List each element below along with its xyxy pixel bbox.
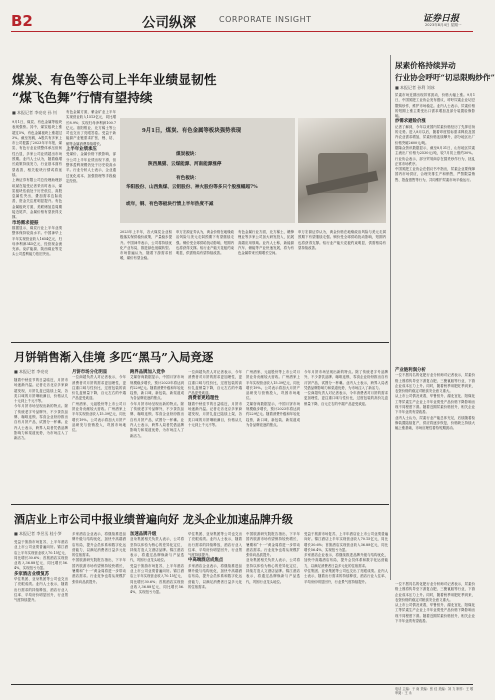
hotel-p3c: 多家酒店企业表示，将继续推进品牌升级与结构优化，加快中高端酒店布局，提升会员体系和数字化运营能力，以满足消费者日益多元化的住宿需求。 — [304, 553, 388, 568]
right-p6: 从上市公司情况来看，华鲁恒升、湖北宜化、阳煤化工等尿素生产企业上半年业绩受产品价格下降影响出现不同程度下滑。随着近期尿素价格回升，相关企业下半年业绩有望改善。 — [395, 394, 475, 415]
hotel-p5: 亚朵集团相关负责人表示，公司将坚持以体验为核心的差异化定位，持续打造人文酒店品牌。锦江酒店表示，将通过品牌焕新与产品迭代，巩固行业龙头地位。 — [130, 537, 184, 563]
lead-col6-text: 申万宏源证券认为，黄金价格在地缘政治风险与美元走弱预期下有望继续走强。铜价受全球供给扰动影响，短期内也将获得支撑。铝行业产能天花板约束明显，供需格局有望持续改善。 — [298, 230, 386, 250]
hotel-col-2 — [72, 532, 126, 680]
hotel-p1b: 受益于旅游市场复苏，上半年酒店业上市公司业绩普遍向好。锦江酒店上半年实现营业收入70.15亿元，同比增长30.6%；首旅酒店实现营业收入36.88亿元，同比增长56.4%，实现扭亏为盈。 — [130, 563, 184, 595]
page-number: B2 — [11, 12, 33, 30]
hotel-p3b: 多家酒店企业表示，将继续推进品牌升级与结构优化，加快中高端酒店布局，提升会员体系和数字化运营能力，以满足消费者日益多元化的住宿需求。 — [188, 563, 242, 589]
mooncake-p5: 艾媒咨询数据显示，中国月饼市场规模稳步增长，预计2023年将达到约229亿元。随着消费升级和年轻化趋势，新口味、新包装、新渠道成为各品牌竞逐的焦点。 — [130, 375, 184, 401]
right-body-3 — [395, 582, 475, 680]
hotel-col-1 — [14, 540, 68, 680]
mooncake-sub-2: 跨界品牌加入竞争 — [130, 370, 166, 375]
right-headline-1: 尿素价格持续异动 — [395, 61, 456, 70]
mooncake-p3: 一位商超负责人对记者表示，今年消费者对月饼的需求更加理性，更注重口味与性价比，过度包装的高价礼盒销量下降，百元左右的中端产品更受欢迎。 — [72, 375, 126, 401]
hotel-col-4 — [188, 532, 242, 680]
mooncake-sub-3: 消费者更趋理性 — [188, 396, 219, 402]
metal-stocks: 华阳股份、山西焦煤、云铝股份、神火股份等多只个股涨幅超7% — [126, 185, 258, 190]
section-divider-1 — [11, 342, 389, 343]
right-sub-1: 炒需求避险价涨 — [395, 119, 426, 125]
right-body-2 — [395, 368, 475, 580]
lead-sub-1: 市场需求提振 — [12, 220, 39, 226]
section-title-en: CORPORATE INSIGHT — [219, 15, 312, 24]
mooncake-byline: ■ 本报记者 李亮亮 — [14, 369, 49, 374]
lead-headline-1: 煤炭、有色等公司上半年业绩显韧性 — [12, 72, 217, 87]
mooncake-p1: 随着中秋佳节的日益临近，月饼市场逐渐升温。记者走访北京多家商超发现，月饼礼盒已陆续上架，各类口味的月饼琳琅满目，价格从几十元到上千元不等。 — [14, 378, 68, 404]
column-divider — [390, 55, 391, 580]
paper-logo: 证券日报 — [423, 14, 460, 24]
lead-col3-text: 2023年上半年，各大煤炭企业积极落实保供稳价政策，产量稳步提升。中国神华表示，公司将持续优化产业布局，推进绿色低碳转型。市场普遍认为，随着下游需求回暖，煤价有望企稳。 — [120, 230, 172, 261]
hotel-p1: 受益于旅游市场复苏，上半年酒店业上市公司业绩普遍向好。锦江酒店上半年实现营业收入70.15亿元，同比增长30.6%；首旅酒店实现营业收入36.88亿元，同比增长56.4%，实现扭亏为盈。 — [14, 540, 68, 571]
mooncake-headline: 月饼销售渐入佳境 多匹“黑马”入局竞逐 — [14, 350, 214, 364]
hotel-p4b: 中国旅游研究院报告指出，下半年国内旅游市场有望保持较快增长，暑期和“十一”黄金周将进一步带动酒店需求。行业竞争也将从规模扩张转向品质提升。 — [246, 532, 300, 558]
right-p7: 业内人士认为，尿素行业产能总体充足，后续随着检修装置陆续复产，供应将逐步恢复，价格缺乏持续大幅上涨基础，市场应理性看待短期波动。 — [395, 415, 475, 431]
hotel-col-6 — [304, 532, 388, 680]
mooncake-sub-1: 月饼市场分化明显 — [72, 370, 108, 375]
lead-col4-text: 申万宏源证券认为，黄金价格在地缘政治风险与美元走弱预期下有望继续走强。铜价受全球供给扰动影响，短期内也将获得支撑。铝行业产能天花板约束明显，供需格局有望持续改善。 — [176, 230, 234, 256]
mooncake-p2b: 今年月饼市场呈现出新的特点。除了传统老字号品牌外，不少茶饮品牌、咖啡连锁、零食企业纷纷推出自有月饼产品，试图分一杯羹。业内人士表示，跨界入局者凭借品牌影响力和渠道优势，为市场注入了新活力。 — [130, 401, 184, 438]
right-p4: 中国氮肥工业协会在倡议书中指出，尿素企业要保障国内市场供应，合理安排生产和销售，严禁限量销售、捂盘惜售等行为，共同维护尿素市场平稳运行。 — [395, 167, 475, 182]
lead-byline: ■ 本报记者 李亮亮 孙 钊 — [12, 110, 57, 115]
lead-col-6 — [298, 230, 386, 325]
mooncake-col-5 — [246, 370, 300, 498]
right-p5b: 一位不愿具名的化肥行业分析师对记者表示，尿素价格上涨将传导至下游复合肥、三聚氰胺等行业，下游企业成本压力上升。同时，随着秋季用肥旺季到来，农资价格的稳定对粮食安全意义重大。 — [395, 582, 475, 602]
lead-col1-text: 9月1日，煤炭、有色金属等板块表现强势。其中，煤炭板块上涨超过5%，有色金属板块上涨超过3%。截至发稿，A股共有多家上市公司披露了2023年半年报，煤炭、有色行业业绩整体承压但韧性凸显，多家公司业绩超出市场预期。业内人士认为，随着稳增长政策持续发力，行业基本面有望改善，相关板块行情或将延续。 — [12, 120, 62, 177]
lead-sub-2: 上半年业绩承压 — [66, 147, 97, 153]
mooncake-col-1 — [14, 378, 68, 498]
coal-stocks: 陕西黑猫、云煤能源、河南能源涨停 — [148, 162, 222, 167]
hotel-p3: 多家酒店企业表示，将继续推进品牌升级与结构优化，加快中高端酒店布局，提升会员体系和数字化运营能力，以满足消费者日益多元化的住宿需求。 — [72, 532, 126, 558]
mooncake-p5b: 艾媒咨询数据显示，中国月饼市场规模稳步增长，预计2023年将达到约229亿元。随着消费升级和年轻化趋势，新口味、新包装、新渠道成为各品牌竞逐的焦点。 — [246, 401, 300, 427]
hotel-sub-2: 加速品牌升级 — [130, 532, 157, 537]
section-divider-2 — [11, 504, 389, 505]
lead-headline-2: “煤飞色舞”行情有望持续 — [12, 90, 153, 105]
lead-photo — [298, 118, 386, 223]
hotel-p4: 中国旅游研究院报告指出，下半年国内旅游市场有望保持较快增长，暑期和“十一”黄金周将进一步带动酒店需求。行业竞争也将从规模扩张转向品质提升。 — [72, 558, 126, 584]
mooncake-p2: 今年月饼市场呈现出新的特点。除了传统老字号品牌外，不少茶饮品牌、咖啡连锁、零食企业纷纷推出自有月饼产品，试图分一杯羹。业内人士表示，跨界入局者凭借品牌影响力和渠道优势，为市场注入了新活力。 — [14, 404, 68, 441]
mooncake-col-6 — [304, 370, 388, 498]
lead-col-2 — [66, 110, 116, 325]
right-p3: 据隆众资讯数据显示，截至8月31日，山东地区尿素主流出厂价格为2530元/吨，较7月初上涨约30%。行业协会表示，部分贸易商存在囤货炒作行为，扰乱正常市场秩序。 — [395, 145, 475, 166]
lead-col-3 — [120, 230, 172, 325]
metal-label: 有色板块： — [176, 176, 199, 181]
lead-col-1 — [12, 120, 62, 325]
hotel-p2c: 华住集团、亚朵集团等公司也交出了亮眼成绩。业内人士表示，随着出行需求的持续释放，酒店行业入住率、平均房价明显回升，行业景气度持续提升。 — [304, 569, 388, 584]
lead-col5-text: 有色金属行业方面，北方稀土、赣锋锂业等多家公司加大研发投入，拓展高端应用领域。业内人士称，新能源汽车、储能等产业快速发展，将为有色金属带来长期增长空间。 — [238, 230, 294, 256]
hotel-headline: 酒店业上市公司中报业绩普遍向好 龙头企业加速品牌升级 — [14, 513, 293, 526]
lead-col1c-text: 数据显示，煤炭行业上半年业绩整体保持较高水平。中国神华上半年实现营业收入1654亿元，归母净利润345亿元，经营现金流充沛。兖矿能源、陕西煤业等龙头公司盈利能力依旧突出。 — [12, 225, 62, 257]
right-sub-2: 产业链利润分析 — [395, 368, 426, 373]
right-p2: 记者了解到，今年以来国内尿素价格经历了先抑后扬的走势。进入8月以后，随着印度招标需求释放及国内农业需求增加，尿素价格连续攀升，部分地区出厂价格突破2600元/吨。 — [395, 124, 475, 145]
hotel-p5b: 亚朵集团相关负责人表示，公司将坚持以体验为核心的差异化定位，持续打造人文酒店品牌。锦江酒店表示，将通过品牌焕新与产品迭代，巩固行业龙头地位。 — [246, 558, 300, 584]
right-headline-2: 行业协会呼吁“切忌限购炒作” — [395, 73, 495, 82]
lead-col2-text: 有色金属方面，紫金矿业上半年实现营业收入1513亿元，同比增长8.9%；实现归母净利润100.7亿元。洛阳钼业、北方稀土等公司也交出了亮眼答卷。受益于新能源产业链需求扩张，锂、钴、铜等金属消费持续增长。 — [66, 110, 116, 146]
issue-date: 2023年8月4日 星期一 — [425, 23, 462, 27]
right-p5: 一位不愿具名的化肥行业分析师对记者表示，尿素价格上涨将传导至下游复合肥、三聚氰胺等行业，下游企业成本压力上升。同时，随着秋季用肥旺季到来，农资价格的稳定对粮食安全意义重大。 — [395, 373, 475, 394]
highlight-note: 或年，铜、有色等板块行情上半年热度不减 — [126, 202, 214, 207]
lead-col2c-text: 受煤价、金属价格下跌影响，部分公司上半年业绩出现下滑，但整体盈利规模仍处于历史较高水平。行业分析人士表示，企业通过优化成本、加强管理等手段稳定经营。 — [66, 152, 116, 183]
right-byline: ■ 本报记者 孙利 刘冰 — [395, 85, 435, 90]
hotel-p1c: 受益于旅游市场复苏，上半年酒店业上市公司业绩普遍向好。锦江酒店上半年实现营业收入70.15亿元，同比增长30.6%；首旅酒店实现营业收入36.88亿元，同比增长56.4%，实现扭亏为盈。 — [304, 532, 388, 552]
lead-col-5 — [238, 230, 294, 325]
mooncake-col-3 — [130, 370, 184, 498]
section-title: 公司纵深 — [142, 15, 196, 31]
right-body — [395, 93, 475, 363]
mooncake-p4: 广州酒家、元祖股份等上市公司月饼业务贡献较大营收。广州酒家上半年实现营业收入15.39亿元，同比增长19%。公司表示将加大月饼产品研发与营销投入，巩固市场地位。 — [72, 401, 126, 433]
hotel-p2b: 华住集团、亚朵集团等公司也交出了亮眼成绩。业内人士表示，随着出行需求的持续释放，酒店行业入住率、平均房价明显回升，行业景气度持续提升。 — [188, 532, 242, 558]
hotel-col-5 — [246, 532, 300, 680]
mooncake-col-4 — [188, 370, 242, 498]
mooncake-p3c: 一位商超负责人对记者表示，今年消费者对月饼的需求更加理性，更注重口味与性价比，过度包装的高价礼盒销量下降，百元左右的中端产品更受欢迎。 — [304, 391, 388, 406]
editor-credits: 电话 主编：于 南 责编：张 佳 美编：刘 力 制作：王 敬 审阅：王 永 — [395, 687, 474, 695]
lead-col-4 — [176, 230, 234, 325]
mooncake-p1b: 随着中秋佳节的日益临近，月饼市场逐渐升温。记者走访北京多家商超发现，月饼礼盒已陆续上架，各类口味的月饼琳琅满目，价格从几十元到上千元不等。 — [188, 401, 242, 427]
mooncake-p3b: 一位商超负责人对记者表示，今年消费者对月饼的需求更加理性，更注重口味与性价比，过度包装的高价礼盒销量下降，百元左右的中端产品更受欢迎。 — [188, 370, 242, 396]
hotel-p2: 华住集团、亚朵集团等公司也交出了亮眼成绩。业内人士表示，随着出行需求的持续释放，酒店行业入住率、平均房价明显回升，行业景气度持续提升。 — [14, 577, 68, 603]
footer-rule — [11, 684, 473, 685]
hotel-sub-1: 多家酒店业绩复苏 — [14, 571, 50, 577]
lead-col1b-text: 上海证券有限公司总经理助理彭坦斌在接受记者采访时表示，煤炭板块估值处于历史低位，高股息属性突出，叠加需求边际改善，资金关注度明显提升。有色金属板块方面，美联储加息周期接近尾声，金属价格有望获得支撑。 — [12, 178, 62, 220]
hotel-col-3 — [130, 532, 184, 680]
mooncake-p2c: 今年月饼市场呈现出新的特点。除了传统老字号品牌外，不少茶饮品牌、咖啡连锁、零食企业纷纷推出自有月饼产品，试图分一杯羹。业内人士表示，跨界入局者凭借品牌影响力和渠道优势，为市场注入了新活力。 — [304, 370, 388, 390]
mooncake-p4b: 广州酒家、元祖股份等上市公司月饼业务贡献较大营收。广州酒家上半年实现营业收入15.39亿元，同比增长19%。公司表示将加大月饼产品研发与营销投入，巩固市场地位。 — [246, 370, 300, 401]
coal-label: 煤炭板块： — [176, 152, 199, 157]
right-p1: 尿素市场近期出现异常波动，价格大幅上涨。9月1日，中国氮肥工业协会发布倡议，呼吁尿素企业切忌限购炒作，维护市场稳定。业内人士表示，尿素价格的短期上涨主要受出口需求增加及部分装置检修影响。 — [395, 93, 475, 119]
mooncake-col-2 — [72, 370, 126, 498]
hotel-sub-3: 中高端酒店成焦点 — [188, 558, 224, 564]
highlight-box — [120, 118, 295, 223]
right-p6b: 从上市公司情况来看，华鲁恒升、湖北宜化、阳煤化工等尿素生产企业上半年业绩受产品价格下降影响出现不同程度下滑。随着近期尿素价格回升，相关企业下半年业绩有望改善。 — [395, 603, 475, 624]
hotel-byline: ■ 本报记者 李昱丞 桂小笋 — [14, 531, 62, 536]
highlight-title: 9月1日，煤炭、有色金属等板块强势表现 — [142, 128, 242, 134]
